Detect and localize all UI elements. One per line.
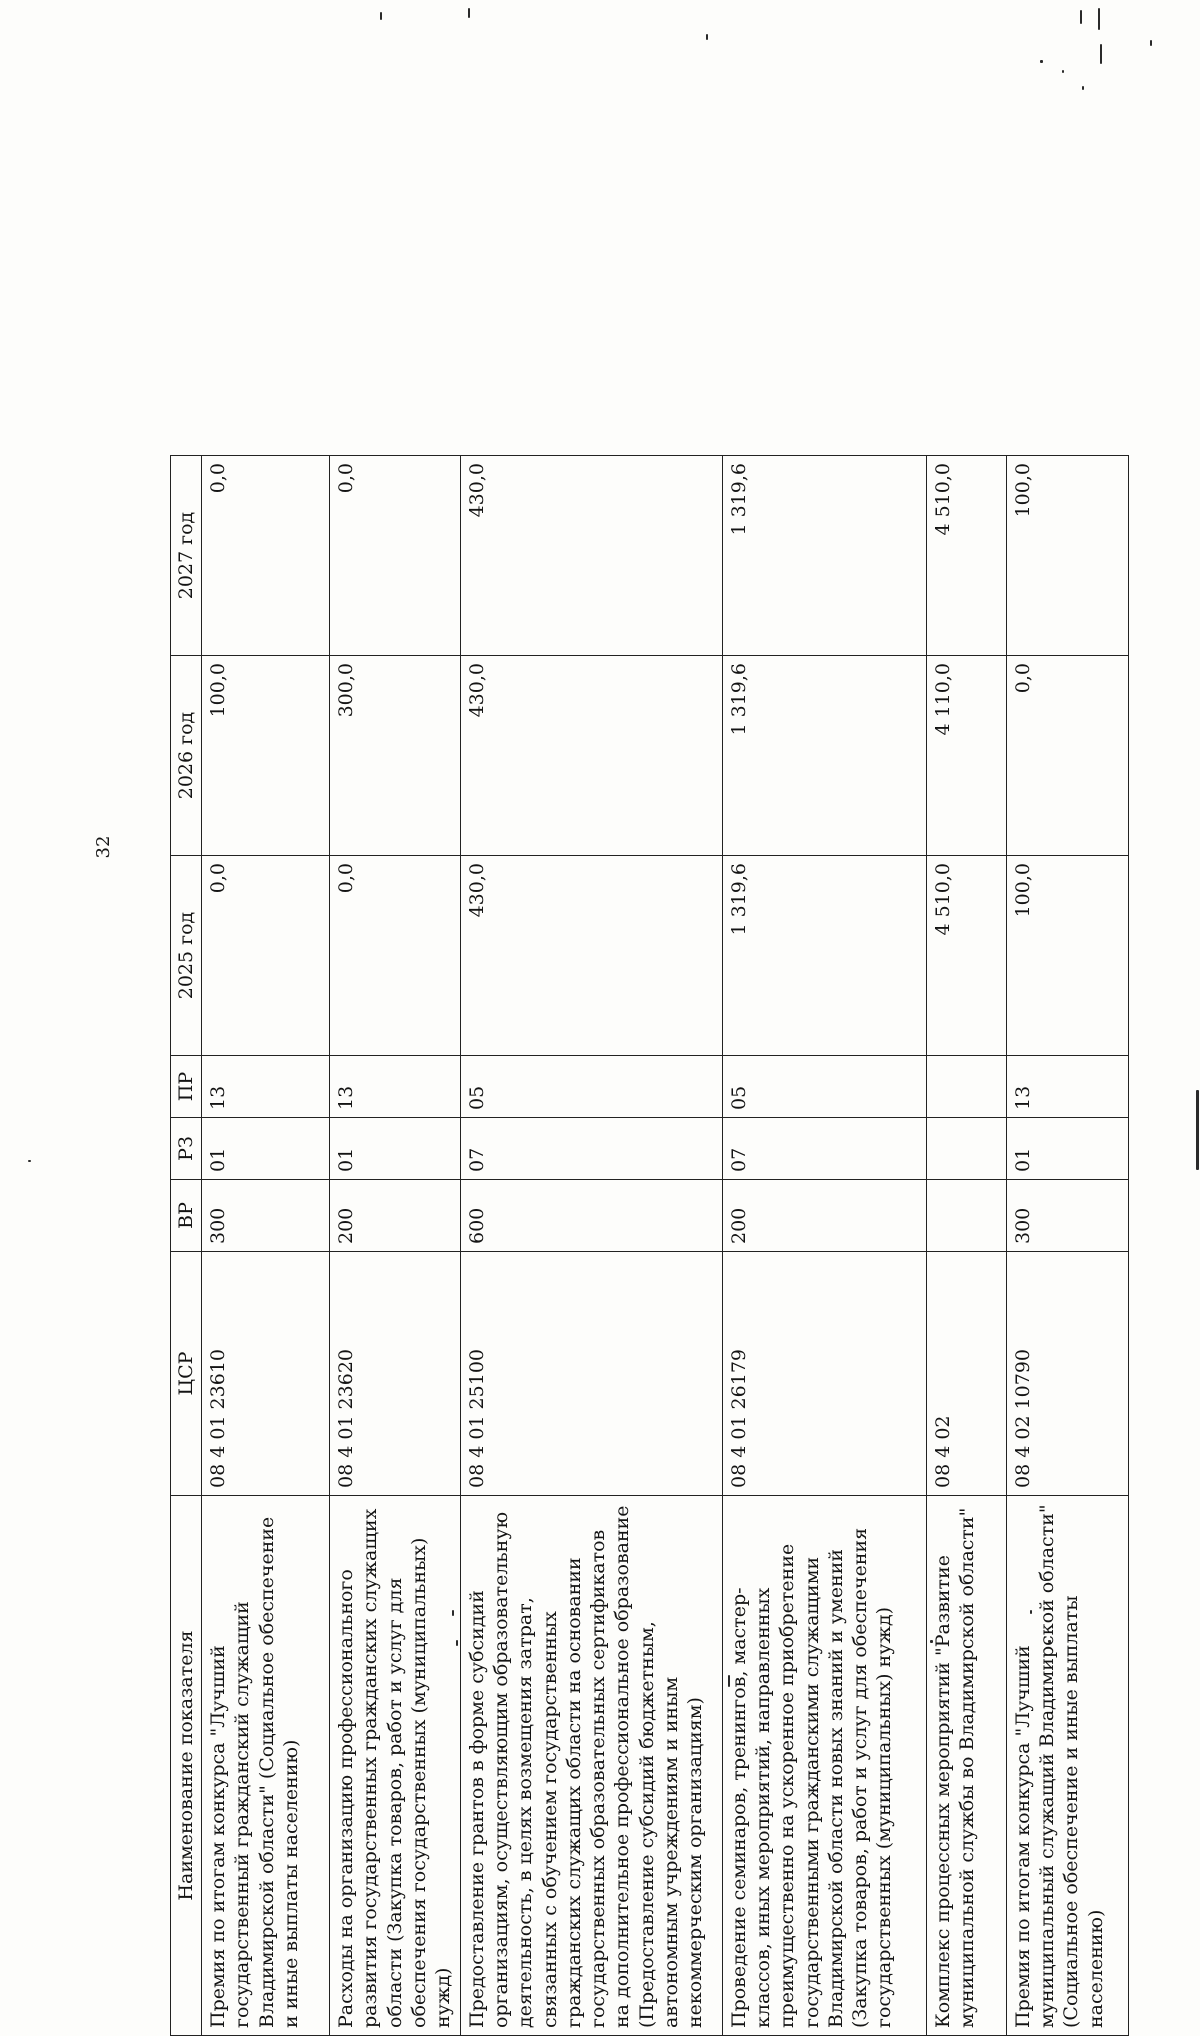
cell-rz: 01 (202, 1118, 330, 1180)
header-2026: 2026 год (171, 656, 202, 856)
cell-vr: 600 (460, 1180, 722, 1252)
cell-2026: 100,0 (202, 656, 330, 856)
cell-2027: 4 510,0 (926, 456, 1006, 656)
cell-name: Комплекс процессных мероприятий "Развитие муниципальной службы во Владимирской области" (926, 1496, 1006, 2036)
cell-vr: 300 (202, 1180, 330, 1252)
cell-csr: 08 4 01 23620 (330, 1252, 461, 1496)
table-row (926, 456, 1006, 2036)
table-row (460, 456, 722, 2036)
cell-pr: 13 (1006, 1056, 1128, 1118)
cell-2027: 430,0 (460, 456, 722, 656)
cell-vr: 200 (722, 1180, 926, 1252)
table-row (1006, 456, 1128, 2036)
cell-csr: 08 4 01 26179 (722, 1252, 926, 1496)
header-vr: ВР (171, 1180, 202, 1252)
cell-pr: 05 (460, 1056, 722, 1118)
cell-2025: 0,0 (330, 856, 461, 1056)
table-row (722, 456, 926, 2036)
cell-rz: 01 (330, 1118, 461, 1180)
table-row (330, 456, 461, 2036)
cell-vr: 300 (1006, 1180, 1128, 1252)
cell-2027: 100,0 (1006, 456, 1128, 656)
cell-pr: 05 (722, 1056, 926, 1118)
cell-pr (926, 1056, 1006, 1118)
cell-2025: 0,0 (202, 856, 330, 1056)
cell-vr: 200 (330, 1180, 461, 1252)
cell-vr (926, 1180, 1006, 1252)
cell-2025: 100,0 (1006, 856, 1128, 1056)
cell-pr: 13 (330, 1056, 461, 1118)
cell-csr: 08 4 02 10790 (1006, 1252, 1128, 1496)
cell-rz: 07 (460, 1118, 722, 1180)
cell-2027: 0,0 (202, 456, 330, 656)
cell-2026: 430,0 (460, 656, 722, 856)
cell-rz: 01 (1006, 1118, 1128, 1180)
cell-csr: 08 4 01 23610 (202, 1252, 330, 1496)
cell-name: Премия по итогам конкурса "Лучший государственный гражданский служащий Владимирской области" (Социальное обеспечение и иные выплаты населению) (202, 1496, 330, 2036)
header-pr: ПР (171, 1056, 202, 1118)
cell-name: Расходы на организацию профессионального развития государственных гражданских служащих области (Закупка товаров, работ и услуг для обеспечения государственных (муниципальных) нужд) (330, 1496, 461, 2036)
cell-rz (926, 1118, 1006, 1180)
cell-2026: 0,0 (1006, 656, 1128, 856)
cell-2026: 4 110,0 (926, 656, 1006, 856)
table-row (202, 456, 330, 2036)
cell-rz: 07 (722, 1118, 926, 1180)
cell-csr: 08 4 02 (926, 1252, 1006, 1496)
cell-csr: 08 4 01 25100 (460, 1252, 722, 1496)
header-row (171, 456, 202, 2036)
budget-table (170, 455, 1129, 2036)
cell-2025: 1 319,6 (722, 856, 926, 1056)
page-number: 32 (92, 835, 114, 859)
cell-name: Проведение семинаров, тренингов, мастер-классов, иных мероприятий, направленных преимущественно на ускоренное приобретение государственными гражданскими служащими Владимирской области новых знаний и умений (Закупка товаров, работ и услуг для обеспечения государственных (муниципальных) нужд) (722, 1496, 926, 2036)
cell-2026: 1 319,6 (722, 656, 926, 856)
cell-pr: 13 (202, 1056, 330, 1118)
header-rz: РЗ (171, 1118, 202, 1180)
cell-2025: 4 510,0 (926, 856, 1006, 1056)
cell-2027: 1 319,6 (722, 456, 926, 656)
cell-name: Премия по итогам конкурса "Лучший муниципальный служащий Владимирской области" (Социальное обеспечение и иные выплаты населению) (1006, 1496, 1128, 2036)
header-2025: 2025 год (171, 856, 202, 1056)
header-name: Наименование показателя (171, 1496, 202, 2036)
cell-2027: 0,0 (330, 456, 461, 656)
header-csr: ЦСР (171, 1252, 202, 1496)
cell-name: Предоставление грантов в форме субсидий организациям, осуществляющим образовательную деятельность, в целях возмещения затрат, связанных с обучением государственных гражданских служащих области на основании государственных образовательных сертификатов на дополнительное профессиональное образование (Предоставление субсидий бюджетным, автономным учреждениям и иным некоммерческим организациям) (460, 1496, 722, 2036)
cell-2025: 430,0 (460, 856, 722, 1056)
header-2027: 2027 год (171, 456, 202, 656)
budget-table-container (170, 456, 1120, 2036)
cell-2026: 300,0 (330, 656, 461, 856)
